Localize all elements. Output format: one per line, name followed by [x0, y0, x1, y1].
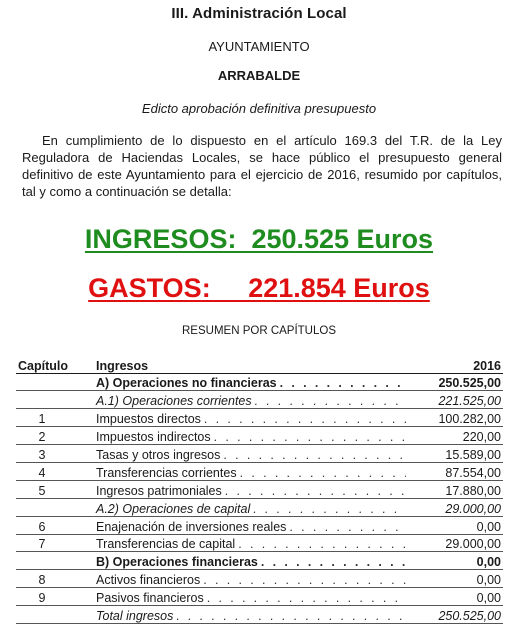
- entity-label: AYUNTAMIENTO: [208, 39, 310, 54]
- chapter-number: [16, 391, 68, 409]
- table-row: [16, 480, 503, 498]
- table-row: [16, 427, 503, 445]
- chapter-amount: 29.000,00: [408, 498, 503, 516]
- chapter-description: [68, 462, 408, 480]
- chapter-number: 1: [16, 409, 68, 427]
- chapter-description: [68, 588, 408, 606]
- chapter-number: [16, 606, 68, 624]
- dot-leader: [225, 484, 406, 498]
- chapter-amount: 0,00: [408, 570, 503, 588]
- table-row: [16, 445, 503, 463]
- table-row: [16, 606, 503, 624]
- chapter-description: [68, 552, 408, 570]
- chapter-number: 2: [16, 427, 68, 445]
- chapter-amount: 250.525,00: [408, 373, 503, 391]
- chapter-description: [68, 445, 408, 463]
- chapter-description: [68, 534, 408, 552]
- chapter-number: [16, 552, 68, 570]
- table-row: [16, 588, 503, 606]
- table-row: [16, 462, 503, 480]
- table-header-row: [16, 355, 503, 373]
- dot-leader: [203, 573, 406, 587]
- chapter-label: Transferencias de capital: [96, 537, 236, 552]
- chapter-label: Pasivos financieros: [96, 591, 204, 606]
- chapter-amount: 220,00: [408, 427, 503, 445]
- dot-leader: [214, 430, 406, 444]
- chapter-number: 4: [16, 462, 68, 480]
- dot-leader: [176, 609, 406, 623]
- ingresos-text: INGRESOS: 250.525 Euros: [84, 224, 434, 254]
- table-row: [16, 570, 503, 588]
- table-row: [16, 409, 503, 427]
- table-body: [16, 373, 503, 623]
- dot-leader: [240, 466, 406, 480]
- chapter-amount: 100.282,00: [408, 409, 503, 427]
- chapter-description: [68, 498, 408, 516]
- dot-leader: [255, 394, 406, 408]
- dot-leader: [261, 555, 406, 569]
- chapters-table: [16, 355, 503, 624]
- chapter-amount: 0,00: [408, 588, 503, 606]
- dot-leader: [280, 376, 406, 390]
- chapter-amount: 17.880,00: [408, 480, 503, 498]
- chapter-label: Impuestos indirectos: [96, 430, 211, 445]
- chapter-label: A) Operaciones no financieras: [96, 376, 277, 391]
- section-title: III. Administración Local: [171, 5, 347, 22]
- chapter-label: Total ingresos: [96, 608, 174, 623]
- header-year: 2016: [408, 355, 503, 373]
- chapter-description: [68, 427, 408, 445]
- gastos-highlight: [0, 273, 518, 304]
- chapter-label: Transferencias corrientes: [96, 465, 237, 480]
- chapter-label: Activos financieros: [96, 573, 201, 588]
- chapter-label: A.2) Operaciones de capital: [96, 501, 251, 516]
- table-row: [16, 534, 503, 552]
- chapter-number: [16, 498, 68, 516]
- chapter-description: [68, 373, 408, 391]
- chapter-number: 9: [16, 588, 68, 606]
- table-row: [16, 516, 503, 534]
- dot-leader: [204, 412, 406, 426]
- chapter-number: 8: [16, 570, 68, 588]
- chapter-number: [16, 373, 68, 391]
- dot-leader: [207, 591, 406, 605]
- chapter-amount: 0,00: [408, 516, 503, 534]
- dot-leader: [253, 502, 406, 516]
- chapter-amount: 0,00: [408, 552, 503, 570]
- chapter-amount: 250.525,00: [408, 606, 503, 624]
- chapter-number: 5: [16, 480, 68, 498]
- dot-leader: [238, 537, 406, 551]
- header-ingresos: Ingresos: [68, 355, 408, 373]
- body-paragraph: En cumplimiento de lo dispuesto en el artículo 169.3 del T.R. de la Ley Reguladora de Haciendas Locales, se hace público el presupuesto general definitivo de este Ayuntamiento para el ejercicio de 2016, resumido por capítulos, tal y como a continuación se detalla:: [22, 133, 502, 199]
- ingresos-highlight: [0, 224, 518, 255]
- summary-title: RESUMEN POR CAPÍTULOS: [182, 325, 336, 337]
- chapter-number: 7: [16, 534, 68, 552]
- chapter-label: Enajenación de inversiones reales: [96, 519, 287, 534]
- chapter-description: [68, 516, 408, 534]
- chapter-description: [68, 606, 408, 624]
- chapter-label: Ingresos patrimoniales: [96, 483, 222, 498]
- chapter-amount: 221.525,00: [408, 391, 503, 409]
- chapter-description: [68, 409, 408, 427]
- chapter-number: 6: [16, 516, 68, 534]
- dot-leader: [289, 520, 406, 534]
- chapter-label: Impuestos directos: [96, 412, 201, 427]
- table-row: [16, 373, 503, 391]
- dot-leader: [223, 448, 406, 462]
- chapter-description: [68, 570, 408, 588]
- chapter-amount: 87.554,00: [408, 462, 503, 480]
- chapter-label: A.1) Operaciones corrientes: [96, 394, 252, 409]
- gastos-text: GASTOS: 221.854 Euros: [88, 273, 430, 303]
- header-capitulo: Capítulo: [16, 355, 68, 373]
- chapter-number: 3: [16, 445, 68, 463]
- table-row: [16, 498, 503, 516]
- edict-title: Edicto aprobación definitiva presupuesto: [141, 101, 377, 116]
- town-name: ARRABALDE: [217, 68, 301, 83]
- chapter-description: [68, 391, 408, 409]
- chapter-amount: 29.000,00: [408, 534, 503, 552]
- table-row: [16, 391, 503, 409]
- table-row: [16, 552, 503, 570]
- chapter-description: [68, 480, 408, 498]
- chapter-label: Tasas y otros ingresos: [96, 447, 221, 462]
- chapter-amount: 15.589,00: [408, 445, 503, 463]
- chapter-label: B) Operaciones financieras: [96, 555, 258, 570]
